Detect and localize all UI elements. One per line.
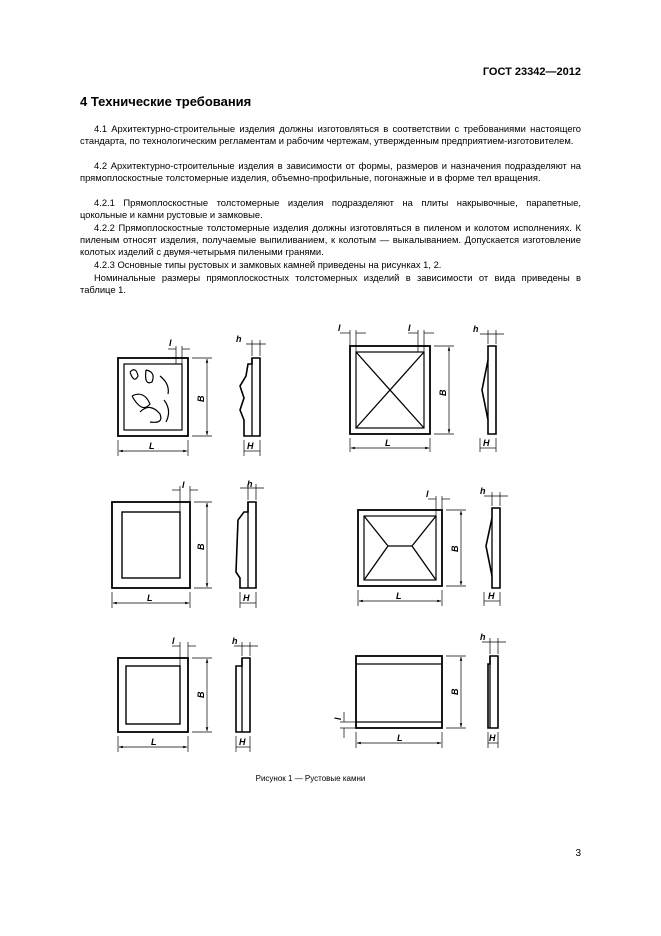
label-h: h	[480, 632, 486, 642]
label-B: B	[450, 688, 460, 695]
label-L: L	[151, 737, 157, 747]
label-l: l	[333, 717, 343, 720]
label-L: L	[397, 733, 403, 743]
paragraph-4-2-1: 4.2.1 Прямоплоскостные толстомерные изделия подразделяют на плиты накрывочные, парапетные, цокольные и камни рустовые и замковые.	[80, 197, 581, 221]
stone-cross-front	[350, 346, 430, 434]
figure-caption	[0, 774, 661, 783]
label-B: B	[196, 395, 206, 402]
label-B: B	[196, 691, 206, 698]
label-H: H	[488, 591, 495, 601]
label-B: B	[438, 389, 448, 396]
stone-pyramid-front	[358, 510, 442, 586]
paragraph-4-2-2: 4.2.2 Прямоплоскостные толстомерные изделия должны изготовляться в пиленом и колотом исполнениях. К пиленым относят изделия, получаемые выпиливанием, к колотым — выкалыванием. Допускается изготовление колотых изделий с двумя-четырьмя пилеными гранями.	[80, 222, 581, 258]
label-l: l	[426, 489, 429, 499]
stone-cross-side	[482, 346, 496, 434]
label-B: B	[450, 545, 460, 552]
stone-keystone-side	[488, 656, 498, 728]
label-h: h	[236, 334, 242, 344]
label-l: l	[408, 323, 411, 333]
label-B: B	[196, 543, 206, 550]
stone-rough-front	[118, 358, 188, 436]
label-h: h	[247, 479, 253, 489]
page-number: 3	[575, 848, 581, 859]
stone-flat-front	[118, 658, 188, 732]
label-l: l	[338, 323, 341, 333]
standard-header: ГОСТ 23342—2012	[482, 66, 581, 78]
label-l: l	[182, 480, 185, 490]
paragraph-4-2-3: 4.2.3 Основные типы рустовых и замковых камней приведены на рисунках 1, 2.	[94, 259, 442, 270]
paragraph-4-2: 4.2 Архитектурно-строительные изделия в зависимости от формы, размеров и назначения подразделяют на прямоплоскостные толстомерные изделия, объемно-профильные, погонажные и в форме тел вращения.	[80, 160, 581, 184]
paragraph-nominal-sizes: Номинальные размеры прямоплоскостных толстомерных изделий в зависимости от вида приведены в таблице 1.	[80, 272, 581, 296]
label-H: H	[483, 438, 490, 448]
stone-flat-side	[236, 658, 250, 732]
label-L: L	[147, 593, 153, 603]
label-h: h	[480, 486, 486, 496]
label-h: h	[232, 636, 238, 646]
stone-pyramid-side	[486, 508, 500, 588]
stone-keystone-front	[356, 656, 442, 728]
label-L: L	[149, 441, 155, 451]
stone-rough-side	[240, 358, 260, 436]
label-H: H	[247, 441, 254, 451]
label-H: H	[239, 737, 246, 747]
paragraph-4-1: 4.1 Архитектурно-строительные изделия должны изготовляться в соответствии с требованиями настоящего стандарта, по технологическим регламентам и рабочим чертежам, утвержденным предприятием-изготовителем.	[80, 123, 581, 147]
label-L: L	[385, 438, 391, 448]
section-title: 4 Технические требования	[80, 94, 252, 109]
stone-framed-side	[236, 502, 256, 588]
stone-framed-front	[112, 502, 190, 588]
label-H: H	[489, 733, 496, 743]
label-L: L	[396, 591, 402, 601]
label-l: l	[169, 338, 172, 348]
label-H: H	[243, 593, 250, 603]
label-l: l	[172, 636, 175, 646]
figure-caption-text: Рисунок 1 — Рустовые камни	[255, 774, 366, 783]
label-h: h	[473, 324, 479, 334]
